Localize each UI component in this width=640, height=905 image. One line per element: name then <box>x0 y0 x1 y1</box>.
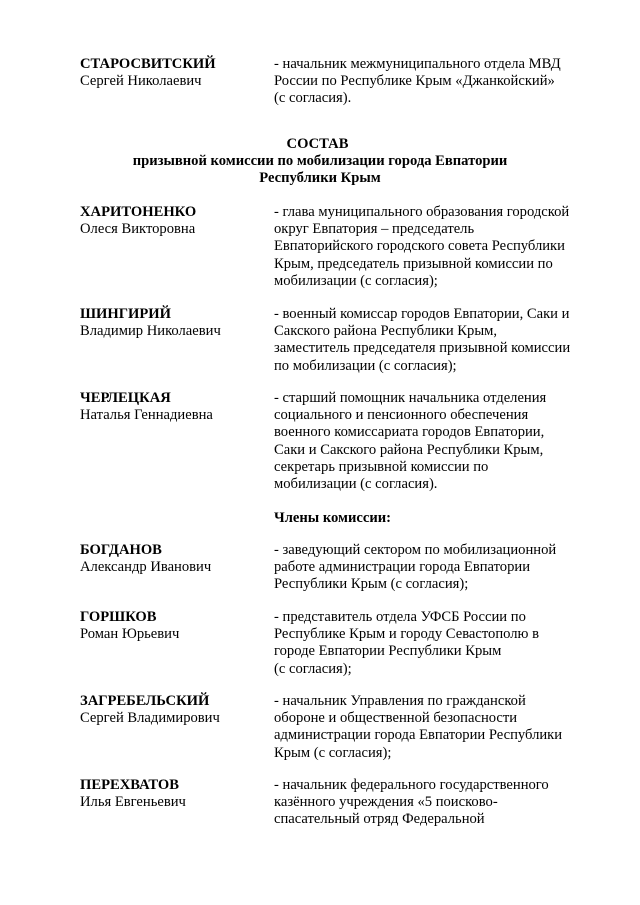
role-line: - начальник федерального государственного <box>274 777 549 793</box>
role-line: - начальник Управления по гражданской <box>274 693 526 709</box>
person-surname: БОГДАНОВ <box>80 542 162 558</box>
person-surname: ШИНГИРИЙ <box>80 306 171 322</box>
person-role <box>274 204 604 290</box>
heading-title: СОСТАВ <box>286 136 349 152</box>
person-given-name: Сергей Владимирович <box>80 710 220 727</box>
role-line: военного комиссариата городов Евпатории, <box>274 424 545 441</box>
section-heading <box>0 136 640 188</box>
role-line: - начальник межмуниципального отдела МВД <box>274 56 561 72</box>
role-line: России по Республике Крым «Джанкойский» <box>274 73 555 90</box>
role-line: секретарь призывной комиссии по <box>274 458 489 475</box>
person-role <box>274 56 604 108</box>
role-line: социального и пенсионного обеспечения <box>274 407 529 424</box>
role-line: округ Евпатория – председатель <box>274 221 475 238</box>
role-line: заместитель председателя призывной комиссии <box>274 340 571 357</box>
person-role <box>274 693 604 762</box>
person-given-name: Роман Юрьевич <box>80 626 180 643</box>
role-line: мобилизации (с согласия); <box>274 272 438 289</box>
person-name <box>80 777 270 811</box>
person-surname: ПЕРЕХВАТОВ <box>80 777 179 793</box>
role-line: обороне и общественной безопасности <box>274 710 518 727</box>
person-surname: ЧЕРЛЕЦКАЯ <box>80 390 171 406</box>
role-line: работе администрации города Евпатории <box>274 559 531 576</box>
role-line: казённого учреждения «5 поисково- <box>274 794 498 811</box>
person-name <box>80 306 270 340</box>
role-line: - заведующий сектором по мобилизационной <box>274 542 557 558</box>
role-line: (с согласия). <box>274 90 352 107</box>
person-role <box>274 542 604 594</box>
person-given-name: Сергей Николаевич <box>80 73 202 90</box>
role-line: - глава муниципального образования городской <box>274 204 570 220</box>
role-line: администрации города Евпатории Республики <box>274 727 563 744</box>
person-name <box>80 204 270 238</box>
person-role <box>274 609 604 678</box>
role-line: - старший помощник начальника отделения <box>274 390 547 406</box>
person-name <box>80 609 270 643</box>
person-surname: ХАРИТОНЕНКО <box>80 204 197 220</box>
role-line: - представитель отдела УФСБ России по <box>274 609 526 625</box>
person-given-name: Олеся Викторовна <box>80 221 196 238</box>
role-line: мобилизации (с согласия). <box>274 476 438 493</box>
role-line: - военный комиссар городов Евпатории, Саки и <box>274 306 570 322</box>
person-role <box>274 306 604 375</box>
person-surname: ЗАГРЕБЕЛЬСКИЙ <box>80 693 210 709</box>
role-line: Саки и Сакского района Республики Крым, <box>274 441 544 458</box>
role-line: Крым (с согласия); <box>274 744 392 761</box>
role-line: городе Евпатории Республики Крым <box>274 643 502 660</box>
person-surname: СТАРОСВИТСКИЙ <box>80 56 216 72</box>
role-line: Республике Крым и городу Севастополю в <box>274 626 539 643</box>
role-line: спасательный отряд Федеральной <box>274 811 485 828</box>
person-name <box>80 693 270 727</box>
heading-line: Республики Крым <box>259 170 381 187</box>
person-name <box>80 542 270 576</box>
person-given-name: Илья Евгеньевич <box>80 794 186 811</box>
person-role <box>274 777 604 829</box>
role-line: Республики Крым (с согласия); <box>274 576 469 593</box>
person-role <box>274 390 604 493</box>
role-line: по мобилизации (с согласия); <box>274 357 457 374</box>
person-name <box>80 56 270 90</box>
person-given-name: Александр Иванович <box>80 559 212 576</box>
role-line: Евпаторийского городского совета Республики <box>274 238 565 255</box>
role-line: Сакского района Республики Крым, <box>274 323 498 340</box>
role-line: (с согласия); <box>274 660 352 677</box>
person-given-name: Владимир Николаевич <box>80 323 221 340</box>
person-name <box>80 390 270 424</box>
heading-line: призывной комиссии по мобилизации города Евпатории <box>132 153 508 170</box>
members-heading: Члены комиссии: <box>274 510 392 526</box>
person-surname: ГОРШКОВ <box>80 609 157 625</box>
role-line: Крым, председатель призывной комиссии по <box>274 255 553 272</box>
person-given-name: Наталья Геннадиевна <box>80 407 213 424</box>
